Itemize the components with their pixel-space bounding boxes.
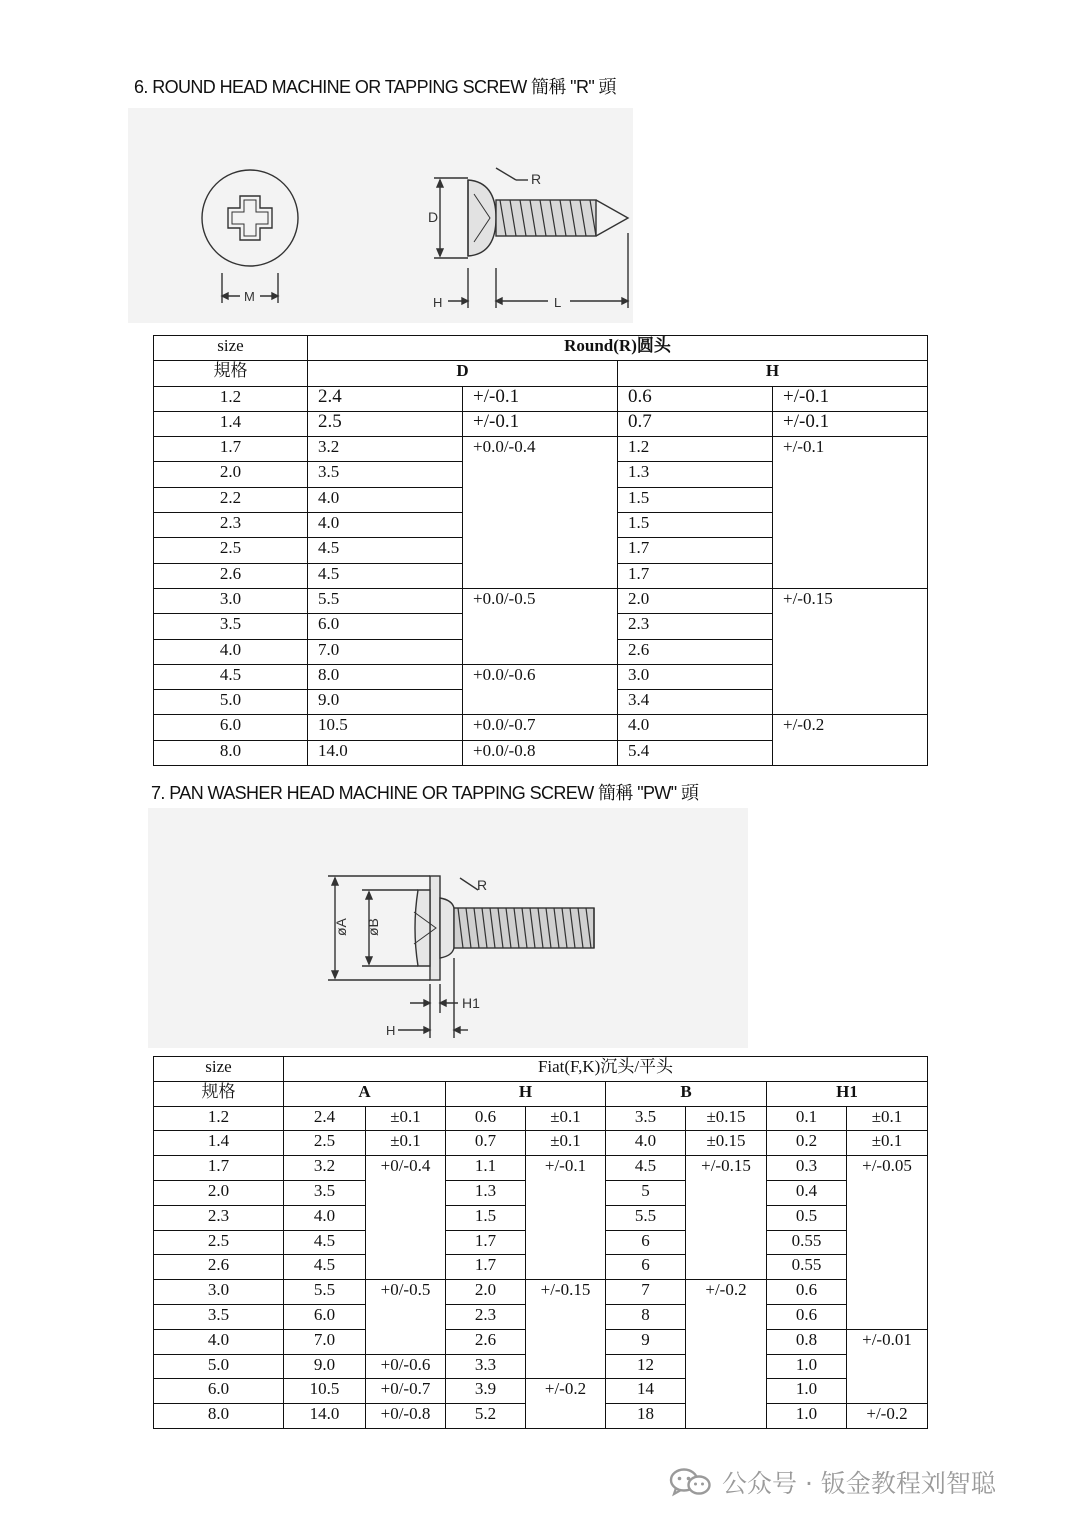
size-cell: 2.6 [154, 1255, 284, 1280]
h-cell: 1.5 [618, 513, 773, 538]
b-tol-cell: +/-0.15 [686, 1156, 767, 1280]
b-cell: 6 [606, 1255, 686, 1280]
d-cell: 2.5 [308, 411, 463, 436]
a-cell: 10.5 [284, 1379, 366, 1404]
h-cell: 1.7 [446, 1255, 526, 1280]
b-cell: 9 [606, 1329, 686, 1354]
label-m: M [244, 289, 255, 304]
h-cell: 1.3 [446, 1180, 526, 1205]
round-head-spec-table [153, 335, 928, 766]
b-tol-cell: ±0.15 [686, 1106, 767, 1131]
h-tol-cell: +/-0.1 [773, 411, 928, 436]
round-head-group-header: Round(R)圆头 [308, 336, 928, 361]
h1-cell: 1.0 [767, 1379, 847, 1404]
size-cell: 2.5 [154, 538, 308, 563]
col-b-header: B [606, 1081, 767, 1106]
h-cell: 4.0 [618, 715, 773, 740]
size-cell: 2.2 [154, 487, 308, 512]
table-row [154, 1131, 928, 1156]
size-cell: 6.0 [154, 715, 308, 740]
d-cell: 4.0 [308, 513, 463, 538]
wechat-icon [668, 1467, 712, 1497]
h-cell: 2.6 [618, 639, 773, 664]
label-oa: øA [333, 918, 349, 936]
size-cell: 1.4 [154, 1131, 284, 1156]
a-cell: 4.5 [284, 1255, 366, 1280]
size-cell: 5.0 [154, 690, 308, 715]
size-cell: 2.0 [154, 1180, 284, 1205]
size-cell: 6.0 [154, 1379, 284, 1404]
h-cell: 2.0 [446, 1280, 526, 1305]
h1-tol-cell: +/-0.2 [847, 1404, 928, 1429]
size-cell: 2.5 [154, 1230, 284, 1255]
table-row [154, 1280, 928, 1305]
h-cell: 1.1 [446, 1156, 526, 1181]
size-cell: 8.0 [154, 1404, 284, 1429]
d-cell: 5.5 [308, 588, 463, 613]
table-row [154, 386, 928, 411]
b-cell: 18 [606, 1404, 686, 1429]
h1-cell: 0.4 [767, 1180, 847, 1205]
label-r: R [531, 171, 542, 187]
size-cell: 2.0 [154, 462, 308, 487]
h-cell: 0.7 [618, 411, 773, 436]
label-h1: H1 [462, 995, 480, 1011]
h1-tol-cell: +/-0.05 [847, 1156, 928, 1330]
h-tol-cell: ±0.1 [526, 1131, 606, 1156]
size-cell: 1.4 [154, 411, 308, 436]
h1-cell: 1.0 [767, 1404, 847, 1429]
size-cell: 3.5 [154, 1304, 284, 1329]
col-h1-header: H1 [767, 1081, 928, 1106]
table-row [154, 1379, 928, 1404]
h-cell: 1.7 [446, 1230, 526, 1255]
size-cell: 1.2 [154, 1106, 284, 1131]
d-cell: 10.5 [308, 715, 463, 740]
h1-cell: 0.6 [767, 1304, 847, 1329]
d-cell: 7.0 [308, 639, 463, 664]
size-header: size [154, 336, 308, 361]
a-tol-cell: +0/-0.5 [366, 1280, 446, 1354]
size-cell: 8.0 [154, 740, 308, 765]
d-tol-cell: +0.0/-0.7 [463, 715, 618, 740]
table-row [154, 588, 928, 613]
d-cell: 3.2 [308, 437, 463, 462]
label-l: L [554, 295, 562, 310]
size-cell: 1.2 [154, 386, 308, 411]
table-row [154, 1106, 928, 1131]
h1-tol-cell: ±0.1 [847, 1106, 928, 1131]
a-cell: 9.0 [284, 1354, 366, 1379]
size-cell: 5.0 [154, 1354, 284, 1379]
table-row [154, 437, 928, 462]
fiat-group-header: Fiat(F,K)沉头/平头 [284, 1057, 928, 1082]
d-cell: 4.0 [308, 487, 463, 512]
b-cell: 4.0 [606, 1131, 686, 1156]
h-cell: 2.3 [446, 1304, 526, 1329]
h-cell: 2.6 [446, 1329, 526, 1354]
h-cell: 1.3 [618, 462, 773, 487]
d-cell: 9.0 [308, 690, 463, 715]
a-cell: 2.4 [284, 1106, 366, 1131]
a-cell: 2.5 [284, 1131, 366, 1156]
col-h-header: H [618, 361, 928, 386]
h-tol-cell: ±0.1 [526, 1106, 606, 1131]
h-cell: 5.4 [618, 740, 773, 765]
b-cell: 14 [606, 1379, 686, 1404]
h-cell: 1.7 [618, 563, 773, 588]
a-cell: 14.0 [284, 1404, 366, 1429]
size-cell: 3.0 [154, 588, 308, 613]
size-cell: 4.0 [154, 1329, 284, 1354]
h-cell: 2.3 [618, 614, 773, 639]
size-cell: 2.3 [154, 1205, 284, 1230]
label-h: H [433, 295, 443, 310]
h-tol-cell: +/-0.15 [526, 1280, 606, 1379]
d-tol-cell: +0.0/-0.4 [463, 437, 618, 589]
size-cell: 4.5 [154, 664, 308, 689]
h1-tol-cell: +/-0.01 [847, 1329, 928, 1403]
h-tol-cell: +/-0.2 [773, 715, 928, 766]
pan-washer-head-spec-table [153, 1056, 928, 1429]
table-row [154, 715, 928, 740]
h-cell: 0.7 [446, 1131, 526, 1156]
size-cell: 4.0 [154, 639, 308, 664]
size-cell: 3.0 [154, 1280, 284, 1305]
b-cell: 6 [606, 1230, 686, 1255]
a-cell: 4.0 [284, 1205, 366, 1230]
h-cell: 5.2 [446, 1404, 526, 1429]
h1-cell: 0.1 [767, 1106, 847, 1131]
watermark-text: 公众号 · 钣金教程刘智聪 [722, 1469, 996, 1498]
size-header-cn: 规格 [154, 1081, 284, 1106]
a-tol-cell: +0/-0.6 [366, 1354, 446, 1379]
h-tol-cell: +/-0.15 [773, 588, 928, 714]
b-cell: 8 [606, 1304, 686, 1329]
h-cell: 0.6 [446, 1106, 526, 1131]
d-cell: 4.5 [308, 563, 463, 588]
label-d: D [428, 209, 439, 225]
h1-cell: 0.5 [767, 1205, 847, 1230]
a-cell: 5.5 [284, 1280, 366, 1305]
size-cell: 2.3 [154, 513, 308, 538]
b-cell: 4.5 [606, 1156, 686, 1181]
h-cell: 3.0 [618, 664, 773, 689]
col-h-header: H [446, 1081, 606, 1106]
a-tol-cell: +0/-0.4 [366, 1156, 446, 1280]
b-tol-cell: ±0.15 [686, 1131, 767, 1156]
a-tol-cell: +0/-0.8 [366, 1404, 446, 1429]
a-cell: 7.0 [284, 1329, 366, 1354]
h-cell: 3.3 [446, 1354, 526, 1379]
h1-cell: 0.8 [767, 1329, 847, 1354]
h-cell: 3.9 [446, 1379, 526, 1404]
h-cell: 1.2 [618, 437, 773, 462]
b-cell: 3.5 [606, 1106, 686, 1131]
h1-cell: 0.55 [767, 1230, 847, 1255]
b-tol-cell: +/-0.2 [686, 1280, 767, 1429]
h-cell: 1.5 [618, 487, 773, 512]
size-header-cn: 規格 [154, 361, 308, 386]
label-h: H [386, 1023, 396, 1038]
b-cell: 5 [606, 1180, 686, 1205]
h-tol-cell: +/-0.1 [773, 386, 928, 411]
b-cell: 5.5 [606, 1205, 686, 1230]
h-cell: 3.4 [618, 690, 773, 715]
h-cell: 1.7 [618, 538, 773, 563]
col-a-header: A [284, 1081, 446, 1106]
a-cell: 4.5 [284, 1230, 366, 1255]
col-d-header: D [308, 361, 618, 386]
watermark [668, 1462, 996, 1502]
b-cell: 12 [606, 1354, 686, 1379]
d-cell: 4.5 [308, 538, 463, 563]
label-r: R [477, 877, 488, 893]
a-cell: 6.0 [284, 1304, 366, 1329]
h-cell: 0.6 [618, 386, 773, 411]
label-ob: øB [365, 918, 381, 936]
h1-cell: 0.6 [767, 1280, 847, 1305]
b-cell: 7 [606, 1280, 686, 1305]
section6-title: 6. ROUND HEAD MACHINE OR TAPPING SCREW 簡稱 "R" 頭 [134, 77, 616, 97]
round-head-screw-diagram [128, 108, 633, 323]
h1-cell: 0.2 [767, 1131, 847, 1156]
d-tol-cell: +0.0/-0.6 [463, 664, 618, 715]
d-tol-cell: +0.0/-0.5 [463, 588, 618, 664]
section7-title: 7. PAN WASHER HEAD MACHINE OR TAPPING SCREW 簡稱 "PW" 頭 [151, 783, 699, 803]
h1-cell: 0.3 [767, 1156, 847, 1181]
pan-washer-head-screw-diagram [148, 808, 748, 1048]
h1-cell: 0.55 [767, 1255, 847, 1280]
size-cell: 2.6 [154, 563, 308, 588]
h-tol-cell: +/-0.1 [526, 1156, 606, 1280]
a-cell: 3.5 [284, 1180, 366, 1205]
size-header: size [154, 1057, 284, 1082]
a-tol-cell: ±0.1 [366, 1131, 446, 1156]
h1-tol-cell: ±0.1 [847, 1131, 928, 1156]
size-cell: 3.5 [154, 614, 308, 639]
a-tol-cell: ±0.1 [366, 1106, 446, 1131]
d-cell: 14.0 [308, 740, 463, 765]
h-cell: 2.0 [618, 588, 773, 613]
h1-cell: 1.0 [767, 1354, 847, 1379]
h-tol-cell: +/-0.1 [773, 437, 928, 589]
a-tol-cell: +0/-0.7 [366, 1379, 446, 1404]
h-cell: 1.5 [446, 1205, 526, 1230]
d-cell: 2.4 [308, 386, 463, 411]
d-cell: 8.0 [308, 664, 463, 689]
a-cell: 3.2 [284, 1156, 366, 1181]
d-tol-cell: +0.0/-0.8 [463, 740, 618, 765]
h-tol-cell: +/-0.2 [526, 1379, 606, 1429]
d-cell: 6.0 [308, 614, 463, 639]
table-row [154, 411, 928, 436]
table-row [154, 1156, 928, 1181]
d-tol-cell: +/-0.1 [463, 411, 618, 436]
d-cell: 3.5 [308, 462, 463, 487]
d-tol-cell: +/-0.1 [463, 386, 618, 411]
size-cell: 1.7 [154, 437, 308, 462]
size-cell: 1.7 [154, 1156, 284, 1181]
